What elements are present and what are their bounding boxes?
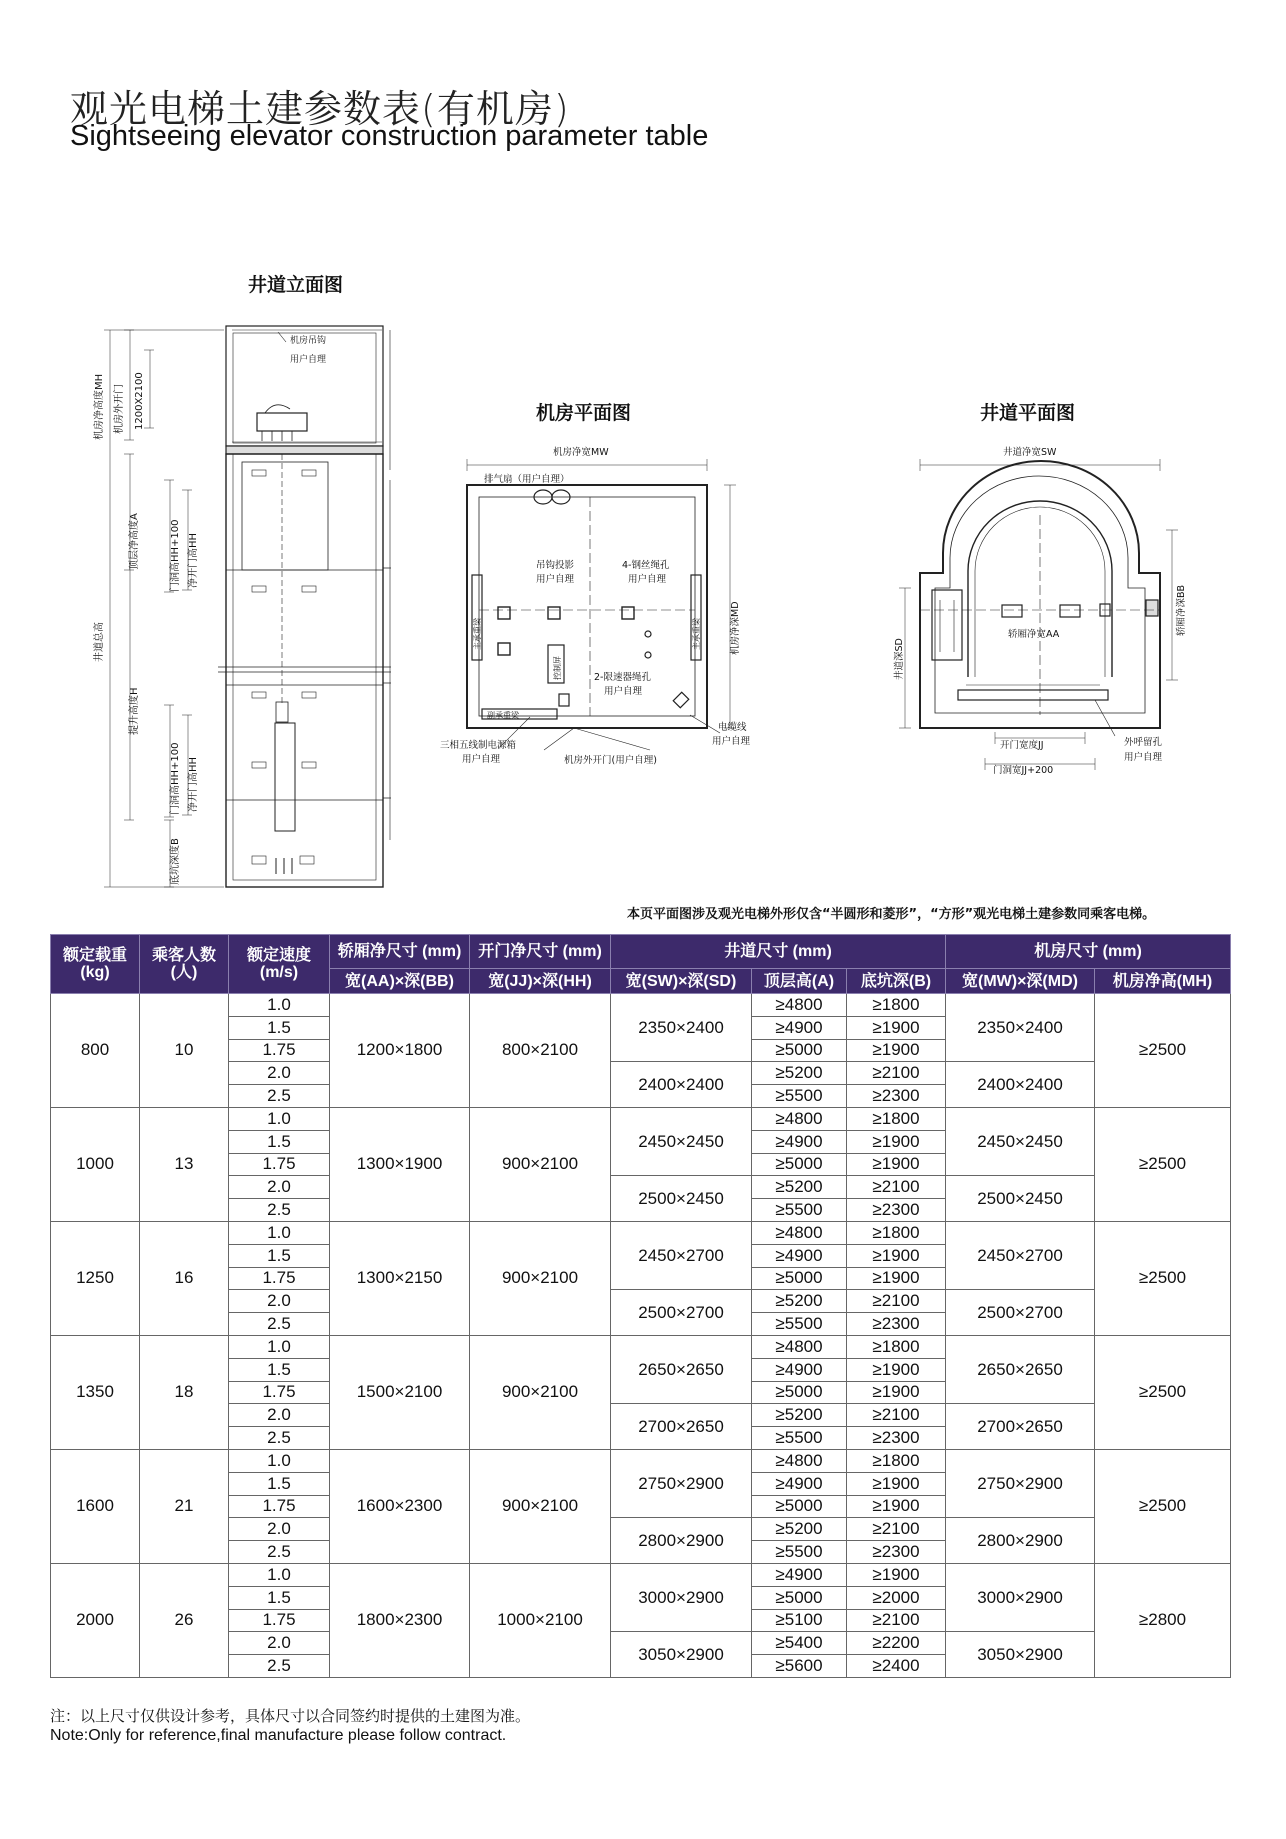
cell-shaft-size: 2500×2450 [611,1176,752,1222]
hoistway-title: 井道平面图 [980,402,1076,424]
label-cable-user: 用户自理 [712,736,751,747]
cell-top-height: ≥5400 [752,1632,847,1655]
label-mr-door-size: 1200X2100 [134,372,145,430]
th-load: 额定载重 (kg) [51,935,140,994]
cell-shaft-size: 2650×2650 [611,1335,752,1403]
cell-pit-depth: ≥1800 [847,1335,946,1358]
cell-mr-height: ≥2500 [1095,1107,1231,1221]
cell-pit-depth: ≥2100 [847,1609,946,1632]
cell-pit-depth: ≥2300 [847,1199,946,1222]
cell-top-height: ≥4800 [752,994,847,1017]
cell-pit-depth: ≥1900 [847,1016,946,1039]
cell-mr-height: ≥2500 [1095,1449,1231,1563]
cell-top-height: ≥5200 [752,1404,847,1427]
cell-passengers: 10 [140,994,229,1108]
label-sd: 井道深SD [894,638,905,680]
cell-load: 2000 [51,1563,140,1677]
page-title-zh: 观光电梯土建参数表(有机房) [70,87,570,131]
cell-door-size: 900×2100 [470,1107,611,1221]
cell-speed: 2.0 [229,1404,330,1427]
cell-mr-height: ≥2500 [1095,1335,1231,1449]
cell-pit-depth: ≥2100 [847,1290,946,1313]
label-control: 控制屏 [553,656,562,680]
cell-passengers: 13 [140,1107,229,1221]
page-title-en: Sightseeing elevator construction parameter table [70,120,709,152]
label-mr-depth: 机房净深MD [730,601,741,655]
cell-speed: 1.0 [229,1221,330,1244]
cell-mr-size: 2750×2900 [946,1449,1095,1517]
label-power-user: 用户自理 [462,754,501,765]
cell-speed: 2.0 [229,1290,330,1313]
machine-room-title: 机房平面图 [536,402,632,424]
cell-top-height: ≥5000 [752,1153,847,1176]
cell-top-height: ≥5500 [752,1427,847,1450]
cell-car-size: 1600×2300 [330,1449,470,1563]
label-total-height: 井道总高 [94,622,105,662]
cell-mr-size: 2350×2400 [946,994,1095,1062]
cell-speed: 1.75 [229,1381,330,1404]
cell-pit-depth: ≥1900 [847,1039,946,1062]
cell-pit-depth: ≥1900 [847,1495,946,1518]
cell-car-size: 1300×1900 [330,1107,470,1221]
label-bb: 轿厢净深BB [1176,584,1187,636]
cell-top-height: ≥5000 [752,1586,847,1609]
cell-top-height: ≥4900 [752,1563,847,1586]
cell-mr-size: 2450×2700 [946,1221,1095,1289]
th-passengers: 乘客人数 (人) [140,935,229,994]
cell-speed: 2.0 [229,1062,330,1085]
cell-shaft-size: 2800×2900 [611,1518,752,1564]
table-row [51,1335,1231,1358]
table-body [51,994,1231,1678]
label-governor: 2-限速器绳孔 [594,672,651,683]
elevation-labels [92,334,326,885]
cell-mr-height: ≥2800 [1095,1563,1231,1677]
table-row [51,1563,1231,1586]
cell-speed: 1.0 [229,1449,330,1472]
cell-mr-size: 2650×2650 [946,1335,1095,1403]
label-mr-door: 机房外开门(用户自理) [564,755,657,766]
label-pit-depth: 底坑深度B [170,838,181,885]
label-fan: 排气扇（用户自理） [484,474,570,485]
cell-top-height: ≥5500 [752,1313,847,1336]
th-speed: 额定速度 (m/s) [229,935,330,994]
label-mr-door: 机房外开门 [114,384,125,434]
table-row [51,1107,1231,1130]
table-row [51,1221,1231,1244]
th-door: 开门净尺寸 (mm) [470,935,611,969]
cell-pit-depth: ≥2400 [847,1655,946,1678]
cell-top-height: ≥5600 [752,1655,847,1678]
cell-speed: 1.5 [229,1358,330,1381]
cell-pit-depth: ≥1900 [847,1358,946,1381]
cell-shaft-size: 2400×2400 [611,1062,752,1108]
label-aa: 轿厢净宽AA [1008,629,1060,640]
cell-car-size: 1200×1800 [330,994,470,1108]
cell-pit-depth: ≥1800 [847,994,946,1017]
cell-pit-depth: ≥2300 [847,1541,946,1564]
elevation-title: 井道立面图 [248,274,344,296]
th-car-sub: 宽(AA)×深(BB) [330,969,470,994]
label-door-hole-1: 门洞高HH+100 [170,519,181,592]
label-clear-door-1: 净开门高HH [188,532,199,588]
cell-car-size: 1500×2100 [330,1335,470,1449]
cell-load: 1250 [51,1221,140,1335]
cell-top-height: ≥4800 [752,1221,847,1244]
machine-room-labels [440,446,751,766]
cell-load: 1000 [51,1107,140,1221]
cell-pit-depth: ≥1900 [847,1244,946,1267]
cell-passengers: 16 [140,1221,229,1335]
label-rope-hole: 4-钢丝绳孔 [622,560,670,571]
cell-top-height: ≥4900 [752,1244,847,1267]
note-en: Note:Only for reference,final manufacture please follow contract. [50,1727,507,1744]
cell-speed: 1.0 [229,1563,330,1586]
cell-load: 800 [51,994,140,1108]
cell-speed: 1.75 [229,1495,330,1518]
th-mh-sub: 机房净高(MH) [1095,969,1231,994]
cell-pit-depth: ≥2100 [847,1518,946,1541]
table-row [51,994,1231,1017]
cell-speed: 1.75 [229,1153,330,1176]
cell-door-size: 900×2100 [470,1335,611,1449]
cell-mr-size: 2400×2400 [946,1062,1095,1108]
cell-passengers: 18 [140,1335,229,1449]
cell-speed: 1.5 [229,1016,330,1039]
hoistway-drawing [899,459,1178,770]
cell-pit-depth: ≥2000 [847,1586,946,1609]
th-door-sub: 宽(JJ)×深(HH) [470,969,611,994]
cell-top-height: ≥4800 [752,1449,847,1472]
th-shaft-sub: 宽(SW)×深(SD) [611,969,752,994]
label-sw: 井道净宽SW [1003,447,1057,458]
label-main-beam-right: 主承重梁 [692,618,701,650]
cell-mr-size: 2450×2450 [946,1107,1095,1175]
cell-speed: 2.5 [229,1427,330,1450]
cell-speed: 2.5 [229,1313,330,1336]
hoistway-labels [893,446,1187,776]
label-power-box: 三相五线制电源箱 [440,740,517,751]
cell-top-height: ≥5000 [752,1039,847,1062]
cell-speed: 2.5 [229,1655,330,1678]
label-rope-user: 用户自理 [628,574,667,585]
th-mr-sub: 宽(MW)×深(MD) [946,969,1095,994]
cell-top-height: ≥5200 [752,1062,847,1085]
cell-mr-size: 3000×2900 [946,1563,1095,1631]
cell-mr-size: 2500×2450 [946,1176,1095,1222]
cell-top-height: ≥4900 [752,1358,847,1381]
cell-mr-size: 2700×2650 [946,1404,1095,1450]
cell-top-height: ≥5200 [752,1290,847,1313]
label-hook-proj-user: 用户自理 [536,574,575,585]
cell-mr-height: ≥2500 [1095,994,1231,1108]
cell-pit-depth: ≥1900 [847,1381,946,1404]
cell-shaft-size: 3050×2900 [611,1632,752,1678]
cell-top-height: ≥4800 [752,1107,847,1130]
cell-top-height: ≥5500 [752,1199,847,1222]
label-top-height: 顶层净高度A [129,513,140,570]
cell-pit-depth: ≥1800 [847,1107,946,1130]
cell-speed: 1.75 [229,1267,330,1290]
cell-pit-depth: ≥1900 [847,1563,946,1586]
cell-top-height: ≥4900 [752,1016,847,1039]
cell-car-size: 1300×2150 [330,1221,470,1335]
cell-passengers: 21 [140,1449,229,1563]
cell-pit-depth: ≥1900 [847,1153,946,1176]
cell-pit-depth: ≥2100 [847,1404,946,1427]
cell-top-height: ≥5200 [752,1176,847,1199]
cell-door-size: 900×2100 [470,1221,611,1335]
cell-door-size: 900×2100 [470,1449,611,1563]
cell-top-height: ≥5500 [752,1541,847,1564]
cell-mr-size: 2500×2700 [946,1290,1095,1336]
cell-pit-depth: ≥1900 [847,1267,946,1290]
cell-top-height: ≥5500 [752,1085,847,1108]
cell-speed: 2.0 [229,1518,330,1541]
cell-mr-size: 3050×2900 [946,1632,1095,1678]
cell-shaft-size: 2700×2650 [611,1404,752,1450]
cell-shaft-size: 2450×2700 [611,1221,752,1289]
cell-speed: 1.0 [229,1107,330,1130]
th-machine-room: 机房尺寸 (mm) [946,935,1231,969]
cell-pit-depth: ≥1900 [847,1130,946,1153]
cell-speed: 2.5 [229,1541,330,1564]
cell-top-height: ≥4900 [752,1472,847,1495]
cell-door-size: 1000×2100 [470,1563,611,1677]
cell-car-size: 1800×2300 [330,1563,470,1677]
cell-speed: 2.5 [229,1199,330,1222]
label-jj: 开门宽度JJ [1000,740,1044,751]
cell-shaft-size: 2500×2700 [611,1290,752,1336]
label-mr-height: 机房净高度MH [94,373,105,440]
label-governor-user: 用户自理 [604,686,643,697]
th-top-sub: 顶层高(A) [752,969,847,994]
label-hook-proj: 吊钩投影 [536,560,575,571]
label-beam: 副承重梁 [487,711,519,720]
cell-pit-depth: ≥1900 [847,1472,946,1495]
cell-passengers: 26 [140,1563,229,1677]
cell-load: 1600 [51,1449,140,1563]
label-cable: 电缆线 [718,722,747,733]
th-shaft: 井道尺寸 (mm) [611,935,946,969]
cell-speed: 1.0 [229,994,330,1017]
table-row [51,1449,1231,1472]
th-car: 轿厢净尺寸 (mm) [330,935,470,969]
label-call-user: 用户自理 [1124,752,1163,763]
caption: 本页平面图涉及观光电梯外形仅含“半圆形和菱形”，“方形”观光电梯土建参数同乘客电梯。 [627,907,1156,922]
parameter-table [50,934,1231,1678]
cell-door-size: 800×2100 [470,994,611,1108]
label-jj200: 门洞宽JJ+200 [993,765,1054,776]
cell-pit-depth: ≥2300 [847,1313,946,1336]
cell-pit-depth: ≥2100 [847,1176,946,1199]
cell-pit-depth: ≥2300 [847,1427,946,1450]
cell-shaft-size: 2450×2450 [611,1107,752,1175]
cell-shaft-size: 2750×2900 [611,1449,752,1517]
label-call-hole: 外呼留孔 [1124,737,1163,748]
cell-pit-depth: ≥2200 [847,1632,946,1655]
cell-top-height: ≥5000 [752,1495,847,1518]
cell-speed: 1.5 [229,1130,330,1153]
cell-top-height: ≥4800 [752,1335,847,1358]
cell-speed: 2.0 [229,1176,330,1199]
cell-speed: 1.5 [229,1586,330,1609]
cell-speed: 1.5 [229,1244,330,1267]
cell-load: 1350 [51,1335,140,1449]
cell-speed: 2.0 [229,1632,330,1655]
cell-mr-height: ≥2500 [1095,1221,1231,1335]
cell-top-height: ≥5100 [752,1609,847,1632]
cell-top-height: ≥5000 [752,1381,847,1404]
cell-speed: 1.75 [229,1039,330,1062]
cell-shaft-size: 2350×2400 [611,994,752,1062]
label-travel-height: 提升高度H [129,687,140,735]
label-clear-door-2: 净开门高HH [188,756,199,812]
cell-top-height: ≥4900 [752,1130,847,1153]
cell-mr-size: 2800×2900 [946,1518,1095,1564]
cell-pit-depth: ≥1800 [847,1449,946,1472]
note-zh: 注：以上尺寸仅供设计参考，具体尺寸以合同签约时提供的土建图为准。 [50,1707,531,1725]
cell-pit-depth: ≥2300 [847,1085,946,1108]
label-main-beam-left: 主承重梁 [473,618,482,650]
cell-speed: 1.5 [229,1472,330,1495]
cell-top-height: ≥5200 [752,1518,847,1541]
cell-pit-depth: ≥2100 [847,1062,946,1085]
th-pit-sub: 底坑深(B) [847,969,946,994]
machine-room-drawing [467,459,736,750]
cell-speed: 1.75 [229,1609,330,1632]
elevation-drawing [104,326,391,887]
label-mr-width: 机房净宽MW [553,447,609,458]
label-hook: 机房吊钩 [290,336,327,346]
cell-shaft-size: 3000×2900 [611,1563,752,1631]
label-door-hole-2: 门洞高HH+100 [170,742,181,815]
drawings [0,0,1286,910]
cell-top-height: ≥5000 [752,1267,847,1290]
label-hook-user: 用户自理 [290,355,327,365]
cell-pit-depth: ≥1800 [847,1221,946,1244]
cell-speed: 1.0 [229,1335,330,1358]
cell-speed: 2.5 [229,1085,330,1108]
